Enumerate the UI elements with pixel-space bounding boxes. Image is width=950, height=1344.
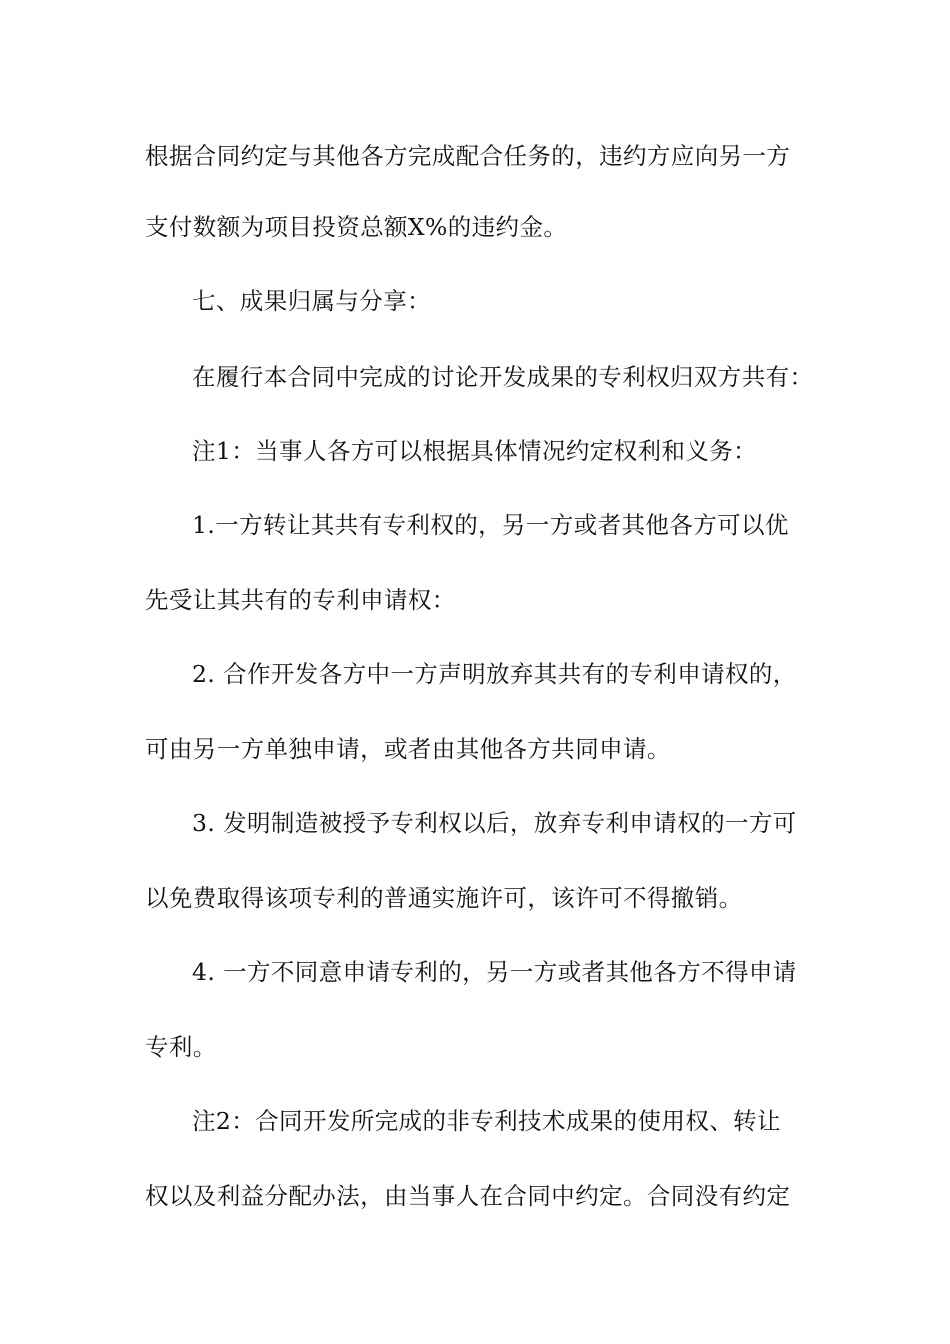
list-item-line: 以免费取得该项专利的普通实施许可，该许可不得撤销。 [145, 884, 743, 912]
note-line: 注2：合同开发所完成的非专利技术成果的使用权、转让 [192, 1107, 781, 1135]
list-item-line: 4. 一方不同意申请专利的，另一方或者其他各方不得申请 [192, 958, 797, 986]
section-heading: 七、成果归属与分享： [192, 287, 431, 315]
paragraph-line: 根据合同约定与其他各方完成配合任务的，违约方应向另一方 [145, 142, 791, 170]
list-item-line: 专利。 [145, 1033, 217, 1061]
paragraph-line: 支付数额为项目投资总额X%的违约金。 [145, 213, 568, 241]
paragraph-line: 在履行本合同中完成的讨论开发成果的专利权归双方共有： [192, 363, 814, 391]
list-item-line: 先受让其共有的专利申请权： [145, 586, 456, 614]
paragraph-line: 权以及利益分配办法，由当事人在合同中约定。合同没有约定 [145, 1182, 791, 1210]
list-item-line: 3. 发明制造被授予专利权以后，放弃专利申请权的一方可 [192, 809, 797, 837]
note-line: 注1：当事人各方可以根据具体情况约定权利和义务： [192, 437, 758, 465]
list-item-line: 2. 合作开发各方中一方声明放弃其共有的专利申请权的， [192, 660, 797, 688]
list-item-line: 可由另一方单独申请，或者由其他各方共同申请。 [145, 735, 671, 763]
list-item-line: 1.一方转让其共有专利权的，另一方或者其他各方可以优 [192, 511, 789, 539]
